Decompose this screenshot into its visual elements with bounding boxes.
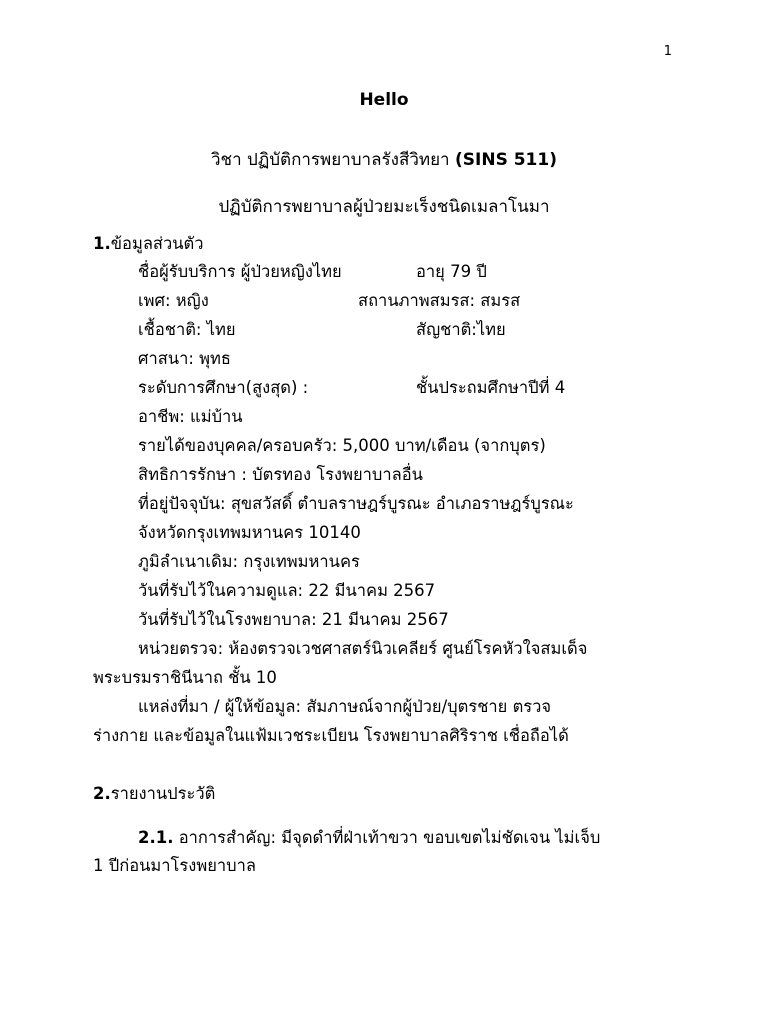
client-income: รายได้ของบุคคล/ครอบครัว: 5,000 บาท/เดือน (จากบุตร) bbox=[138, 436, 546, 455]
section1-heading bbox=[93, 230, 204, 258]
chief-complaint-text: อาการสำคัญ: มีจุดดำที่ฝ่าเท้าขวา ขอบเขตไม่ชัดเจน ไม่เจ็บ bbox=[173, 828, 601, 847]
client-age: อายุ 79 ปี bbox=[416, 262, 487, 281]
section1-title: ข้อมูลส่วนตัว bbox=[110, 234, 204, 253]
subsection-number: 2.1. bbox=[138, 828, 174, 847]
section2-number: 2. bbox=[93, 784, 111, 803]
care-date: วันที่รับไว้ในความดูแล: 22 มีนาคม 2567 bbox=[138, 581, 436, 600]
education-value: ชั้นประถมศึกษาปีที่ 4 bbox=[416, 378, 566, 397]
client-occupation: อาชีพ: แม่บ้าน bbox=[138, 407, 243, 426]
client-race: เชื้อชาติ: ไทย bbox=[138, 320, 236, 339]
client-marital-status: สถานภาพสมรส: สมรส bbox=[358, 291, 521, 310]
info-source-line2: ร่างกาย และข้อมูลในแฟ้มเวชระเบียน โรงพยาบาลศิริราช เชื่อถือได้ bbox=[93, 726, 569, 745]
hometown: ภูมิลำเนาเดิม: กรุงเทพมหานคร bbox=[138, 552, 360, 571]
course-line bbox=[0, 146, 768, 173]
document-title: Hello bbox=[359, 90, 409, 110]
exam-unit-line1: หน่วยตรวจ: ห้องตรวจเวชศาสตร์นิวเคลียร์ ศูนย์โรคหัวใจสมเด็จ bbox=[138, 639, 588, 658]
section2-title: รายงานประวัติ bbox=[110, 784, 216, 803]
client-religion: ศาสนา: พุทธ bbox=[138, 349, 231, 368]
current-address-line2: จังหวัดกรุงเทพมหานคร 10140 bbox=[138, 523, 361, 542]
client-sex: เพศ: หญิง bbox=[138, 291, 209, 310]
topic-line: ปฏิบัติการพยาบาลผู้ป่วยมะเร็งชนิดเมลาโนมา bbox=[218, 197, 550, 217]
section1-number: 1. bbox=[93, 234, 111, 253]
admit-date: วันที่รับไว้ในโรงพยาบาล: 21 มีนาคม 2567 bbox=[138, 610, 449, 629]
info-source-line1: แหล่งที่มา / ผู้ให้ข้อมูล: สัมภาษณ์จากผู้ป่วย/บุตรชาย ตรวจ bbox=[138, 697, 552, 716]
client-nationality: สัญชาติ:ไทย bbox=[416, 320, 506, 339]
course-name: วิชา ปฏิบัติการพยาบาลรังสีวิทยา bbox=[211, 150, 450, 170]
chief-complaint-line2: 1 ปีก่อนมาโรงพยาบาล bbox=[93, 856, 256, 875]
chief-complaint-line1 bbox=[138, 824, 600, 852]
course-code: (SINS 511) bbox=[455, 150, 557, 170]
client-name: ชื่อผู้รับบริการ ผู้ป่วยหญิงไทย bbox=[138, 262, 342, 281]
treatment-rights: สิทธิการรักษา : บัตรทอง โรงพยาบาลอื่น bbox=[138, 465, 423, 484]
current-address-line1: ที่อยู่ปัจจุบัน: สุขสวัสดิ์ ตำบลราษฎร์บูรณะ อำเภอราษฎร์บูรณะ bbox=[138, 494, 574, 513]
education-label: ระดับการศึกษา(สูงสุด) : bbox=[138, 378, 309, 397]
exam-unit-line2: พระบรมราชินีนาถ ชั้น 10 bbox=[93, 668, 277, 687]
section2-heading bbox=[93, 780, 215, 808]
page-number: 1 bbox=[663, 44, 672, 59]
